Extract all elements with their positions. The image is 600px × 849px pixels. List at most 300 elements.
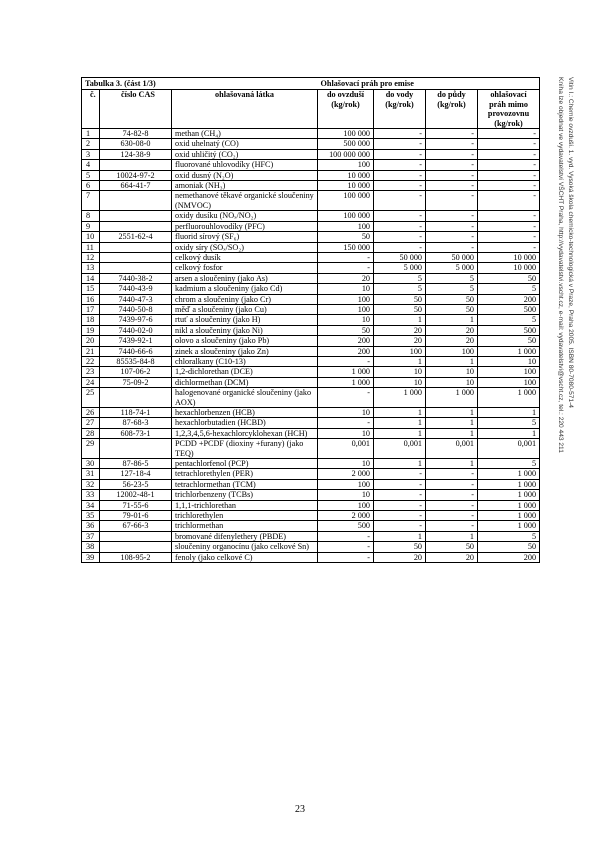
table-row	[82, 490, 540, 500]
water-threshold: 1	[374, 459, 426, 469]
row-number: 23	[82, 367, 100, 377]
water-threshold: -	[374, 129, 426, 139]
substance-name: celkový fosfor	[172, 263, 318, 273]
substance-name: arsen a sloučeniny (jako As)	[172, 273, 318, 283]
cas-number	[100, 531, 172, 541]
water-threshold: 5	[374, 284, 426, 294]
row-number: 30	[82, 459, 100, 469]
water-threshold: 50	[374, 542, 426, 552]
soil-threshold: 50 000	[426, 252, 478, 262]
row-number: 19	[82, 325, 100, 335]
offsite-threshold: 5	[478, 418, 540, 428]
water-threshold: 1	[374, 356, 426, 366]
soil-threshold: -	[426, 149, 478, 159]
cas-number	[100, 388, 172, 408]
water-threshold: 50 000	[374, 252, 426, 262]
soil-threshold: 20	[426, 325, 478, 335]
air-threshold: 500	[318, 521, 374, 531]
substance-name: tetrachlormethan (TCM)	[172, 479, 318, 489]
soil-threshold: 20	[426, 552, 478, 562]
substance-name: chrom a sloučeniny (jako Cr)	[172, 294, 318, 304]
offsite-threshold: 200	[478, 294, 540, 304]
offsite-threshold: 1 000	[478, 490, 540, 500]
cas-number: 12002-48-1	[100, 490, 172, 500]
header-cas: číslo CAS	[100, 90, 172, 129]
air-threshold: 100	[318, 479, 374, 489]
soil-threshold: 10	[426, 367, 478, 377]
row-number: 35	[82, 511, 100, 521]
offsite-threshold: 1 000	[478, 346, 540, 356]
substance-name: methan (CH₄)	[172, 129, 318, 139]
offsite-threshold: -	[478, 160, 540, 170]
table-row	[82, 242, 540, 252]
substance-name: chloralkany (C10-13)	[172, 356, 318, 366]
row-number: 29	[82, 439, 100, 459]
table-row	[82, 418, 540, 428]
cas-number: 85535-84-8	[100, 356, 172, 366]
substance-name: trichlormethan	[172, 521, 318, 531]
water-threshold: -	[374, 469, 426, 479]
air-threshold: -	[318, 388, 374, 408]
water-threshold: 1	[374, 531, 426, 541]
row-number: 39	[82, 552, 100, 562]
air-threshold: 100	[318, 304, 374, 314]
cas-number	[100, 263, 172, 273]
table-row	[82, 336, 540, 346]
row-number: 8	[82, 211, 100, 221]
emission-threshold-table	[81, 77, 540, 563]
soil-threshold: -	[426, 191, 478, 211]
table-row	[82, 315, 540, 325]
page-number: 23	[295, 804, 305, 815]
soil-threshold: 50	[426, 542, 478, 552]
air-threshold: 100 000	[318, 191, 374, 211]
offsite-threshold: -	[478, 170, 540, 180]
cas-number: 56-23-5	[100, 479, 172, 489]
cas-number: 87-86-5	[100, 459, 172, 469]
offsite-threshold: 1 000	[478, 479, 540, 489]
table-row	[82, 273, 540, 283]
side-citation	[555, 77, 575, 537]
table-row	[82, 232, 540, 242]
air-threshold: 10	[318, 408, 374, 418]
air-threshold: 0,001	[318, 439, 374, 459]
cas-number: 67-66-3	[100, 521, 172, 531]
air-threshold: -	[318, 356, 374, 366]
soil-threshold: 5 000	[426, 263, 478, 273]
offsite-threshold: 1 000	[478, 500, 540, 510]
row-number: 7	[82, 191, 100, 211]
substance-name: kadmium a sloučeniny (jako Cd)	[172, 284, 318, 294]
header-air: do ovzduší (kg/rok)	[318, 90, 374, 129]
air-threshold: 10 000	[318, 181, 374, 191]
offsite-threshold: -	[478, 191, 540, 211]
cas-number: 87-68-3	[100, 418, 172, 428]
substance-name: oxid dusný (N₂O)	[172, 170, 318, 180]
row-number: 2	[82, 139, 100, 149]
substance-name: hexachlorbutadien (HCBD)	[172, 418, 318, 428]
substance-name: oxidy dusíku (NOₓ/NO₂)	[172, 211, 318, 221]
offsite-threshold: 1 000	[478, 469, 540, 479]
water-threshold: -	[374, 149, 426, 159]
header-offsite: ohlašovací práh mimo provozovnu (kg/rok)	[478, 90, 540, 129]
substance-name: sloučeniny organocínu (jako celkové Sn)	[172, 542, 318, 552]
offsite-threshold: 1	[478, 408, 540, 418]
air-threshold: 100	[318, 221, 374, 231]
air-threshold: 500 000	[318, 139, 374, 149]
table-row	[82, 388, 540, 408]
air-threshold: 10	[318, 459, 374, 469]
offsite-threshold: 1 000	[478, 521, 540, 531]
soil-threshold: 5	[426, 284, 478, 294]
cas-number: 79-01-6	[100, 511, 172, 521]
air-threshold: 200	[318, 336, 374, 346]
soil-threshold: -	[426, 181, 478, 191]
table-row	[82, 304, 540, 314]
row-number: 5	[82, 170, 100, 180]
table-subcaption: Ohlašovací práh pro emise	[318, 78, 540, 90]
row-number: 28	[82, 428, 100, 438]
water-threshold: -	[374, 139, 426, 149]
air-threshold: 1 000	[318, 377, 374, 387]
water-threshold: -	[374, 181, 426, 191]
row-number: 22	[82, 356, 100, 366]
air-threshold: 2 000	[318, 469, 374, 479]
water-threshold: -	[374, 242, 426, 252]
substance-name: halogenované organické sloučeniny (jako AOX)	[172, 388, 318, 408]
air-threshold: -	[318, 252, 374, 262]
table-row	[82, 459, 540, 469]
table-row	[82, 129, 540, 139]
table-row	[82, 170, 540, 180]
water-threshold: 20	[374, 552, 426, 562]
row-number: 36	[82, 521, 100, 531]
row-number: 37	[82, 531, 100, 541]
water-threshold: -	[374, 211, 426, 221]
water-threshold: 10	[374, 377, 426, 387]
substance-name: nemethanové těkavé organické sloučeniny (NMVOC)	[172, 191, 318, 211]
cas-number: 7440-38-2	[100, 273, 172, 283]
row-number: 4	[82, 160, 100, 170]
water-threshold: -	[374, 521, 426, 531]
air-threshold: 10	[318, 490, 374, 500]
row-number: 17	[82, 304, 100, 314]
cas-number: 2551-62-4	[100, 232, 172, 242]
substance-name: oxidy síry (SOₓ/SO₂)	[172, 242, 318, 252]
air-threshold: 2 000	[318, 511, 374, 521]
table-row	[82, 469, 540, 479]
row-number: 26	[82, 408, 100, 418]
cas-number: 118-74-1	[100, 408, 172, 418]
cas-number: 7440-43-9	[100, 284, 172, 294]
substance-name: tetrachlorethylen (PER)	[172, 469, 318, 479]
cas-number: 124-38-9	[100, 149, 172, 159]
table-row	[82, 294, 540, 304]
table-row	[82, 542, 540, 552]
table-row	[82, 149, 540, 159]
soil-threshold: 1	[426, 418, 478, 428]
substance-name: fenoly (jako celkové C)	[172, 552, 318, 562]
cas-number	[100, 439, 172, 459]
air-threshold: 100	[318, 160, 374, 170]
water-threshold: -	[374, 479, 426, 489]
air-threshold: -	[318, 552, 374, 562]
row-number: 38	[82, 542, 100, 552]
soil-threshold: -	[426, 511, 478, 521]
substance-name: hexachlorbenzen (HCB)	[172, 408, 318, 418]
table-row	[82, 552, 540, 562]
substance-name: dichlormethan (DCM)	[172, 377, 318, 387]
water-threshold: -	[374, 221, 426, 231]
soil-threshold: 0,001	[426, 439, 478, 459]
cas-number: 107-06-2	[100, 367, 172, 377]
air-threshold: 200	[318, 346, 374, 356]
water-threshold: 50	[374, 294, 426, 304]
air-threshold: 10	[318, 284, 374, 294]
offsite-threshold: 500	[478, 325, 540, 335]
cas-number: 630-08-0	[100, 139, 172, 149]
offsite-threshold: 1 000	[478, 511, 540, 521]
table-row	[82, 221, 540, 231]
offsite-threshold: -	[478, 242, 540, 252]
soil-threshold: 1	[426, 428, 478, 438]
substance-name: měď a sloučeniny (jako Cu)	[172, 304, 318, 314]
table-row	[82, 356, 540, 366]
air-threshold: 100 000	[318, 129, 374, 139]
soil-threshold: 1	[426, 408, 478, 418]
air-threshold: 100	[318, 500, 374, 510]
row-number: 25	[82, 388, 100, 408]
offsite-threshold: -	[478, 211, 540, 221]
table-row	[82, 428, 540, 438]
water-threshold: 20	[374, 336, 426, 346]
cas-number: 108-95-2	[100, 552, 172, 562]
table-row	[82, 531, 540, 541]
cas-number: 7440-02-0	[100, 325, 172, 335]
offsite-threshold: 0,001	[478, 439, 540, 459]
cas-number: 74-82-8	[100, 129, 172, 139]
soil-threshold: 1 000	[426, 388, 478, 408]
table-row	[82, 479, 540, 489]
table-row	[82, 139, 540, 149]
offsite-threshold: 5	[478, 315, 540, 325]
offsite-threshold: 5	[478, 459, 540, 469]
cas-number: 7440-50-8	[100, 304, 172, 314]
row-number: 13	[82, 263, 100, 273]
row-number: 20	[82, 336, 100, 346]
water-threshold: 1	[374, 418, 426, 428]
cas-number: 7440-47-3	[100, 294, 172, 304]
substance-name: olovo a sloučeniny (jako Pb)	[172, 336, 318, 346]
air-threshold: 20	[318, 273, 374, 283]
cas-number: 664-41-7	[100, 181, 172, 191]
table-row	[82, 191, 540, 211]
air-threshold: 50	[318, 325, 374, 335]
table-caption-row	[82, 78, 540, 90]
table-row	[82, 284, 540, 294]
soil-threshold: -	[426, 500, 478, 510]
row-number: 34	[82, 500, 100, 510]
air-threshold: 10	[318, 428, 374, 438]
water-threshold: 10	[374, 367, 426, 377]
offsite-threshold: 100	[478, 367, 540, 377]
row-number: 21	[82, 346, 100, 356]
offsite-threshold: 500	[478, 304, 540, 314]
row-number: 32	[82, 479, 100, 489]
cas-number	[100, 242, 172, 252]
row-number: 18	[82, 315, 100, 325]
water-threshold: 5 000	[374, 263, 426, 273]
offsite-threshold: -	[478, 232, 540, 242]
air-threshold: 150 000	[318, 242, 374, 252]
cas-number: 7440-66-6	[100, 346, 172, 356]
offsite-threshold: 50	[478, 542, 540, 552]
water-threshold: 5	[374, 273, 426, 283]
soil-threshold: 1	[426, 459, 478, 469]
cas-number	[100, 252, 172, 262]
table-row	[82, 211, 540, 221]
substance-name: PCDD +PCDF (dioxiny +furany) (jako TEQ)	[172, 439, 318, 459]
soil-threshold: 1	[426, 315, 478, 325]
table-row	[82, 252, 540, 262]
table-row	[82, 263, 540, 273]
water-threshold: 20	[374, 325, 426, 335]
offsite-threshold: 50	[478, 273, 540, 283]
row-number: 9	[82, 221, 100, 231]
substance-name: fluorované uhlovodíky (HFC)	[172, 160, 318, 170]
offsite-threshold: -	[478, 139, 540, 149]
water-threshold: 50	[374, 304, 426, 314]
cas-number: 608-73-1	[100, 428, 172, 438]
water-threshold: -	[374, 170, 426, 180]
table-row	[82, 325, 540, 335]
header-water: do vody (kg/rok)	[374, 90, 426, 129]
row-number: 33	[82, 490, 100, 500]
soil-threshold: -	[426, 221, 478, 231]
air-threshold: 10 000	[318, 170, 374, 180]
water-threshold: 1 000	[374, 388, 426, 408]
offsite-threshold: 100	[478, 377, 540, 387]
row-number: 16	[82, 294, 100, 304]
water-threshold: 1	[374, 408, 426, 418]
water-threshold: 1	[374, 428, 426, 438]
table-row	[82, 439, 540, 459]
header-substance: ohlašovaná látka	[172, 90, 318, 129]
air-threshold: -	[318, 531, 374, 541]
offsite-threshold: 5	[478, 531, 540, 541]
citation-line: Vitin I.: Chemie ovzduší. 1. vyd. Vysoká škola chemicko-technologická v Praze, Praha 2005. ISBN 80-7080-571-4	[567, 77, 574, 408]
offsite-threshold: 50	[478, 336, 540, 346]
row-number: 31	[82, 469, 100, 479]
soil-threshold: -	[426, 160, 478, 170]
air-threshold: 50	[318, 232, 374, 242]
cas-number: 71-55-6	[100, 500, 172, 510]
table-row	[82, 377, 540, 387]
substance-name: bromované difenylethery (PBDE)	[172, 531, 318, 541]
offsite-threshold: -	[478, 129, 540, 139]
table-header-row	[82, 90, 540, 129]
soil-threshold: -	[426, 469, 478, 479]
row-number: 14	[82, 273, 100, 283]
offsite-threshold: 10 000	[478, 252, 540, 262]
substance-name: celkový dusík	[172, 252, 318, 262]
water-threshold: -	[374, 490, 426, 500]
soil-threshold: -	[426, 479, 478, 489]
cas-number	[100, 160, 172, 170]
soil-threshold: -	[426, 211, 478, 221]
water-threshold: -	[374, 160, 426, 170]
cas-number	[100, 211, 172, 221]
soil-threshold: -	[426, 490, 478, 500]
soil-threshold: 1	[426, 356, 478, 366]
cas-number	[100, 191, 172, 211]
substance-name: oxid uhličitý (CO₂)	[172, 149, 318, 159]
substance-name: amoniak (NH₃)	[172, 181, 318, 191]
substance-name: pentachlorfenol (PCP)	[172, 459, 318, 469]
soil-threshold: -	[426, 139, 478, 149]
substance-name: perfluorouhlovodíky (PFC)	[172, 221, 318, 231]
water-threshold: -	[374, 191, 426, 211]
row-number: 11	[82, 242, 100, 252]
cas-number: 7439-92-1	[100, 336, 172, 346]
offsite-threshold: -	[478, 181, 540, 191]
water-threshold: -	[374, 511, 426, 521]
offsite-threshold: 10 000	[478, 263, 540, 273]
soil-threshold: 5	[426, 273, 478, 283]
soil-threshold: 50	[426, 304, 478, 314]
header-number: č.	[82, 90, 100, 129]
cas-number: 75-09-2	[100, 377, 172, 387]
row-number: 27	[82, 418, 100, 428]
soil-threshold: -	[426, 242, 478, 252]
substance-name: nikl a sloučeniny (jako Ni)	[172, 325, 318, 335]
air-threshold: 100	[318, 294, 374, 304]
row-number: 3	[82, 149, 100, 159]
table-body	[82, 129, 540, 563]
table-row	[82, 521, 540, 531]
substance-name: zinek a sloučeniny (jako Zn)	[172, 346, 318, 356]
row-number: 12	[82, 252, 100, 262]
soil-threshold: 20	[426, 336, 478, 346]
table-row	[82, 408, 540, 418]
air-threshold: 100 000	[318, 211, 374, 221]
water-threshold: 1	[374, 315, 426, 325]
soil-threshold: -	[426, 129, 478, 139]
table-row	[82, 500, 540, 510]
air-threshold: -	[318, 542, 374, 552]
substance-name: 1,1,1-trichlorethan	[172, 500, 318, 510]
soil-threshold: 1	[426, 531, 478, 541]
water-threshold: 0,001	[374, 439, 426, 459]
substance-name: trichlorbenzeny (TCBs)	[172, 490, 318, 500]
substance-name: 1,2-dichlorethan (DCE)	[172, 367, 318, 377]
air-threshold: -	[318, 418, 374, 428]
cas-number: 10024-97-2	[100, 170, 172, 180]
offsite-threshold: -	[478, 149, 540, 159]
row-number: 15	[82, 284, 100, 294]
offsite-threshold: 5	[478, 284, 540, 294]
water-threshold: -	[374, 500, 426, 510]
table-row	[82, 160, 540, 170]
table-row	[82, 346, 540, 356]
header-soil: do půdy (kg/rok)	[426, 90, 478, 129]
substance-name: 1,2,3,4,5,6-hexachlorcyklohexan (HCH)	[172, 428, 318, 438]
substance-name: oxid uhelnatý (CO)	[172, 139, 318, 149]
offsite-threshold: 200	[478, 552, 540, 562]
cas-number	[100, 542, 172, 552]
water-threshold: -	[374, 232, 426, 242]
soil-threshold: -	[426, 521, 478, 531]
